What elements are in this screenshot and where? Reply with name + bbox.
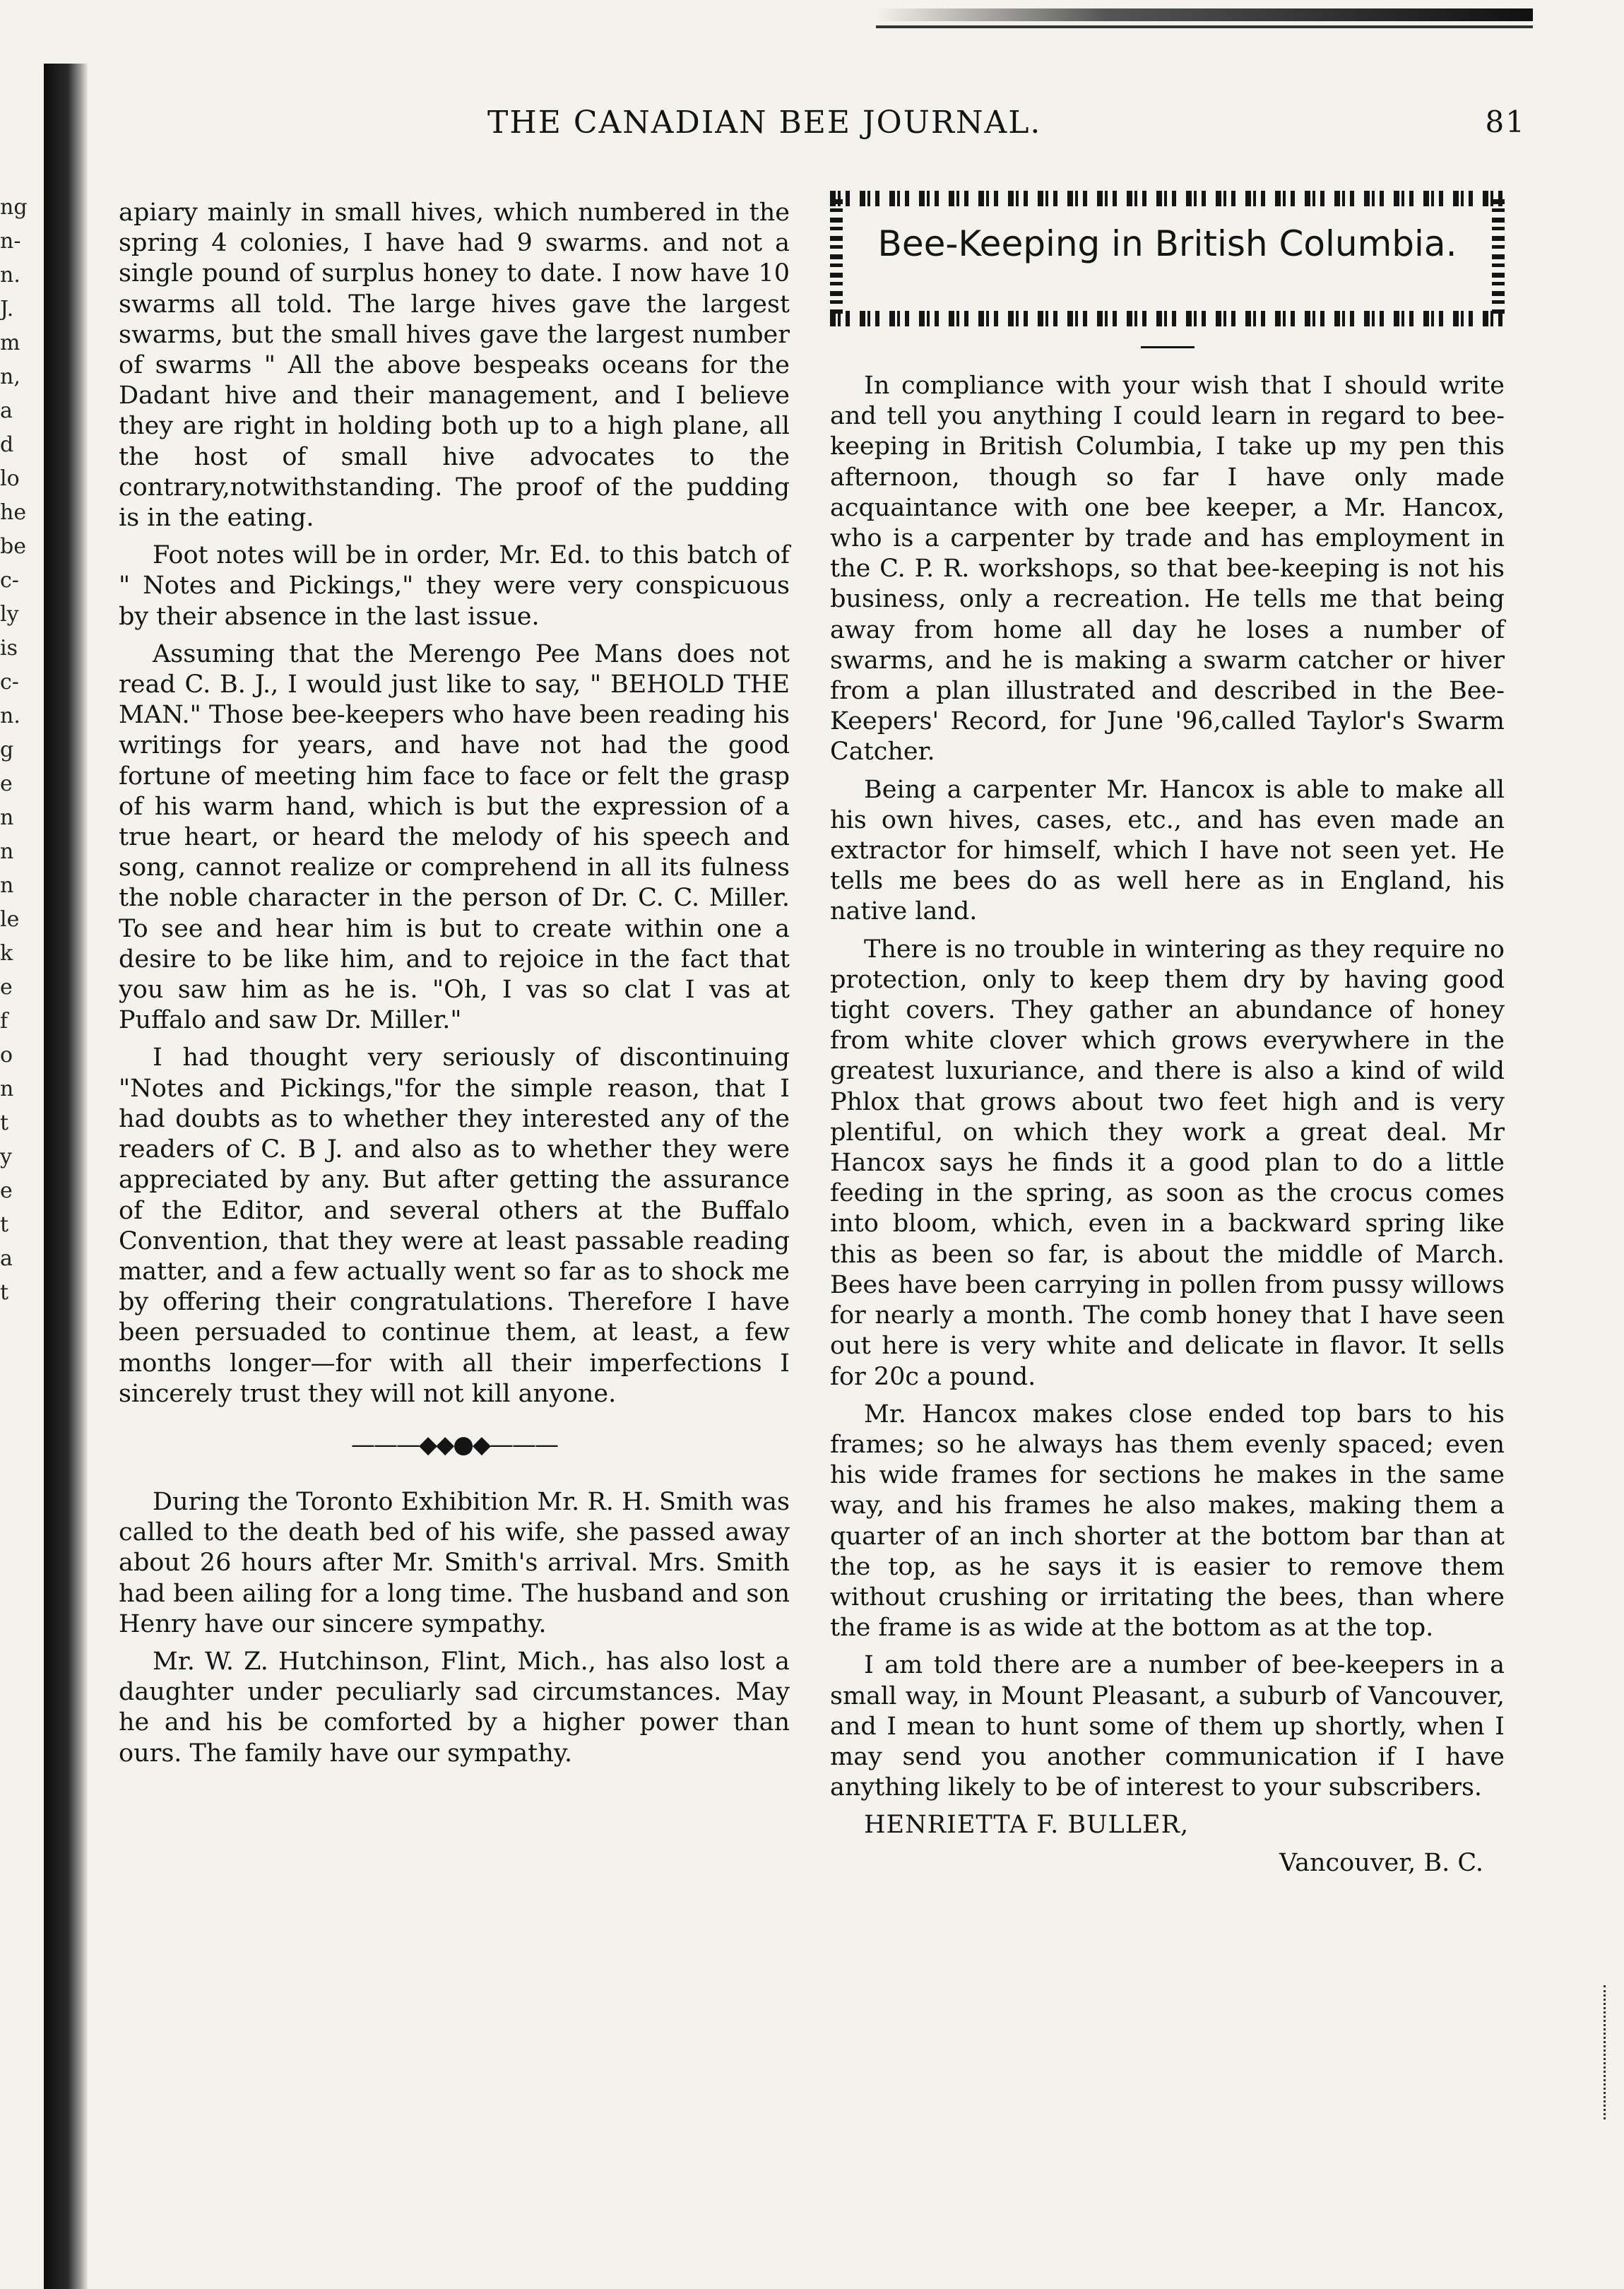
margin-fragment: le (0, 907, 20, 932)
paragraph: Mr. Hancox makes close ended top bars to his frames; so he always has them evenly spaced; even his wide frames for sections he makes in the same way, and his frames he also makes, making them a quarter of an inch shorter at the bottom bar than at the top, as he says it is easier to remove them without crushing or irritating the bees, than where the frame is as wide at the bottom as at the top. (830, 1400, 1505, 1643)
margin-fragment: n (0, 873, 14, 898)
signature-name (830, 1810, 1505, 1840)
left-column (119, 198, 790, 1776)
journal-title: THE CANADIAN BEE JOURNAL. (487, 105, 1042, 141)
margin-fragment: is (0, 636, 18, 661)
margin-fragment: e (0, 975, 13, 1000)
margin-fragment: n (0, 1077, 14, 1101)
signature-place: Vancouver, B. C. (1279, 1848, 1483, 1877)
author-name: HENRIETTA F. BULLER, (864, 1811, 1190, 1840)
article-title: Bee-Keeping in British Columbia. (877, 223, 1457, 264)
section-divider: ———◆◆●◆——— (350, 1430, 558, 1459)
running-head (396, 105, 1526, 147)
ornament-border-bottom (830, 311, 1505, 326)
paragraph: apiary mainly in small hives, which numbered in the spring 4 colonies, I have had 9 swarms. and not a single pound of surplus honey to date. I now have 10 swarms all told. The large hives gave the largest swarms, but the small hives gave the largest number of swarms " All the above bespeaks oceans for the Dadant hive and their management, and I believe they are right in holding both up to a high plane, all the host of small hive advocates to the contrary,notwithstanding. The proof of the pudding is in the eating. (119, 199, 790, 533)
margin-fragment: ng (0, 195, 28, 220)
paragraph: Being a carpenter Mr. Hancox is able to make all his own hives, cases, etc., and has even made an extractor for himself, which I have not seen yet. He tells me bees do as well here as in England, his native land. (830, 775, 1505, 926)
margin-fragment: c- (0, 670, 19, 694)
margin-fragment: a (0, 398, 13, 423)
margin-fragment: lo (0, 466, 20, 491)
margin-text-fragments (0, 191, 42, 1310)
margin-fragment: be (0, 534, 26, 559)
page-binding-shadow (44, 64, 88, 2289)
article-title-box (830, 185, 1505, 333)
paragraph: There is no trouble in wintering as they require no protection, only to keep them dry by having good tight covers. They gather an abundance of honey from white clover which grows everywhere in the greatest luxuriance, and there is also a kind of wild Phlox that grows about two feet high and is very plentiful, on which they work a great deal. Mr Hancox says he finds it a good plan to do a little feeding in the spring, as soon as the crocus comes into bloom, which, even in a backward spring like this as been so far, is about the middle of March. Bees have been carrying in pollen from pussy willows for nearly a month. The comb honey that I have seen out here is very white and delicate in flavor. It sells for 20c a pound. (830, 935, 1505, 1391)
margin-fragment: n (0, 839, 14, 864)
margin-fragment: y (0, 1144, 12, 1169)
paragraph: In compliance with your wish that I should write and tell you anything I could learn in regard to bee-keeping in British Columbia, I take up my pen this afternoon, though so far I have only made acquaintance with one bee keeper, a Mr. Hancox, who is a carpenter by trade and has employment in the C. P. R. workshops, so that bee-keeping is not his business, only a recreation. He tells me that being away from home all day he loses a number of swarms, and he is making a swarm catcher or hiver from a plan illustrated and described in the Bee-Keepers' Record, for June '96,called Taylor's Swarm Catcher. (830, 372, 1505, 767)
paragraph: I am told there are a number of bee-keepers in a small way, in Mount Pleasant, a suburb of Vancouver, and I mean to hunt some of them up shortly, when I may send you another communication if I have anything likely to be of interest to your subscribers. (830, 1651, 1505, 1802)
top-rule (876, 8, 1533, 21)
margin-fragment: d (0, 432, 14, 457)
right-column (830, 185, 1505, 1886)
paragraph: Mr. W. Z. Hutchinson, Flint, Mich., has also lost a daughter under peculiarly sad circumstances. May he and his be comforted by a higher power than ours. The family have our sympathy. (119, 1647, 790, 1768)
margin-fragment: f (0, 1009, 8, 1034)
margin-fragment: e (0, 1178, 13, 1203)
paragraph: I had thought very seriously of discontinuing "Notes and Pickings,"for the simple reason, that I had doubts as to whether they interested any of the readers of C. B J. and also as to whether they were appreciated by any. But after getting the assurance of the Editor, and several others at the Buffalo Convention, that they were at least passable reading matter, and a few actually went so far as to shock me by offering their congratulations. Therefore I have been persuaded to continue them, at least, a few months longer—for with all their imperfections I sincerely trust they will not kill anyone. (119, 1043, 790, 1408)
margin-fragment: he (0, 500, 27, 525)
margin-fragment: t (0, 1111, 9, 1135)
margin-fragment: n. (0, 704, 20, 728)
page-number: 81 (1485, 105, 1526, 139)
title-rule (1141, 346, 1195, 348)
margin-fragment: t (0, 1212, 9, 1237)
margin-fragment: t (0, 1280, 9, 1305)
margin-fragment: m (0, 331, 20, 355)
margin-fragment: c- (0, 568, 19, 593)
margin-fragment: ly (0, 602, 19, 627)
margin-fragment: o (0, 1043, 13, 1067)
paragraph: Assuming that the Merengo Pee Mans does not read C. B. J., I would just like to say, " BEHOLD THE MAN." Those bee-keepers who have been reading his writings for years, and have not had the good fortune of meeting him face to face or felt the grasp of his warm hand, which is but the expression of a true heart, or heard the melody of his speech and song, cannot realize or comprehend in all its fulness the noble character in the person of Dr. C. C. Miller. To see and hear him is but to create within one a desire to be like him, and to rejoice in the fact that you saw him as he is. "Oh, I vas so clat I vas at Puffalo and saw Dr. Miller." (119, 639, 790, 1035)
margin-fragment: a (0, 1246, 13, 1271)
paragraph: During the Toronto Exhibition Mr. R. H. Smith was called to the death bed of his wife, she passed away about 26 hours after Mr. Smith's arrival. Mrs. Smith had been ailing for a long time. The husband and son Henry have our sincere sympathy. (119, 1487, 790, 1638)
margin-fragment: n, (0, 365, 20, 389)
margin-fragment: J. (0, 297, 14, 321)
margin-fragment: e (0, 771, 13, 796)
right-margin-marks (1604, 1985, 1620, 2119)
margin-fragment: n. (0, 263, 20, 288)
margin-fragment: k (0, 941, 13, 966)
margin-fragment: n (0, 805, 14, 830)
ornament-border-top (830, 191, 1505, 206)
top-rule-thin (876, 25, 1533, 28)
margin-fragment: g (0, 738, 14, 762)
paragraph: Foot notes will be in order, Mr. Ed. to this batch of " Notes and Pickings," they were very conspicuous by their absence in the last issue. (119, 541, 790, 631)
margin-fragment: n- (0, 229, 21, 254)
